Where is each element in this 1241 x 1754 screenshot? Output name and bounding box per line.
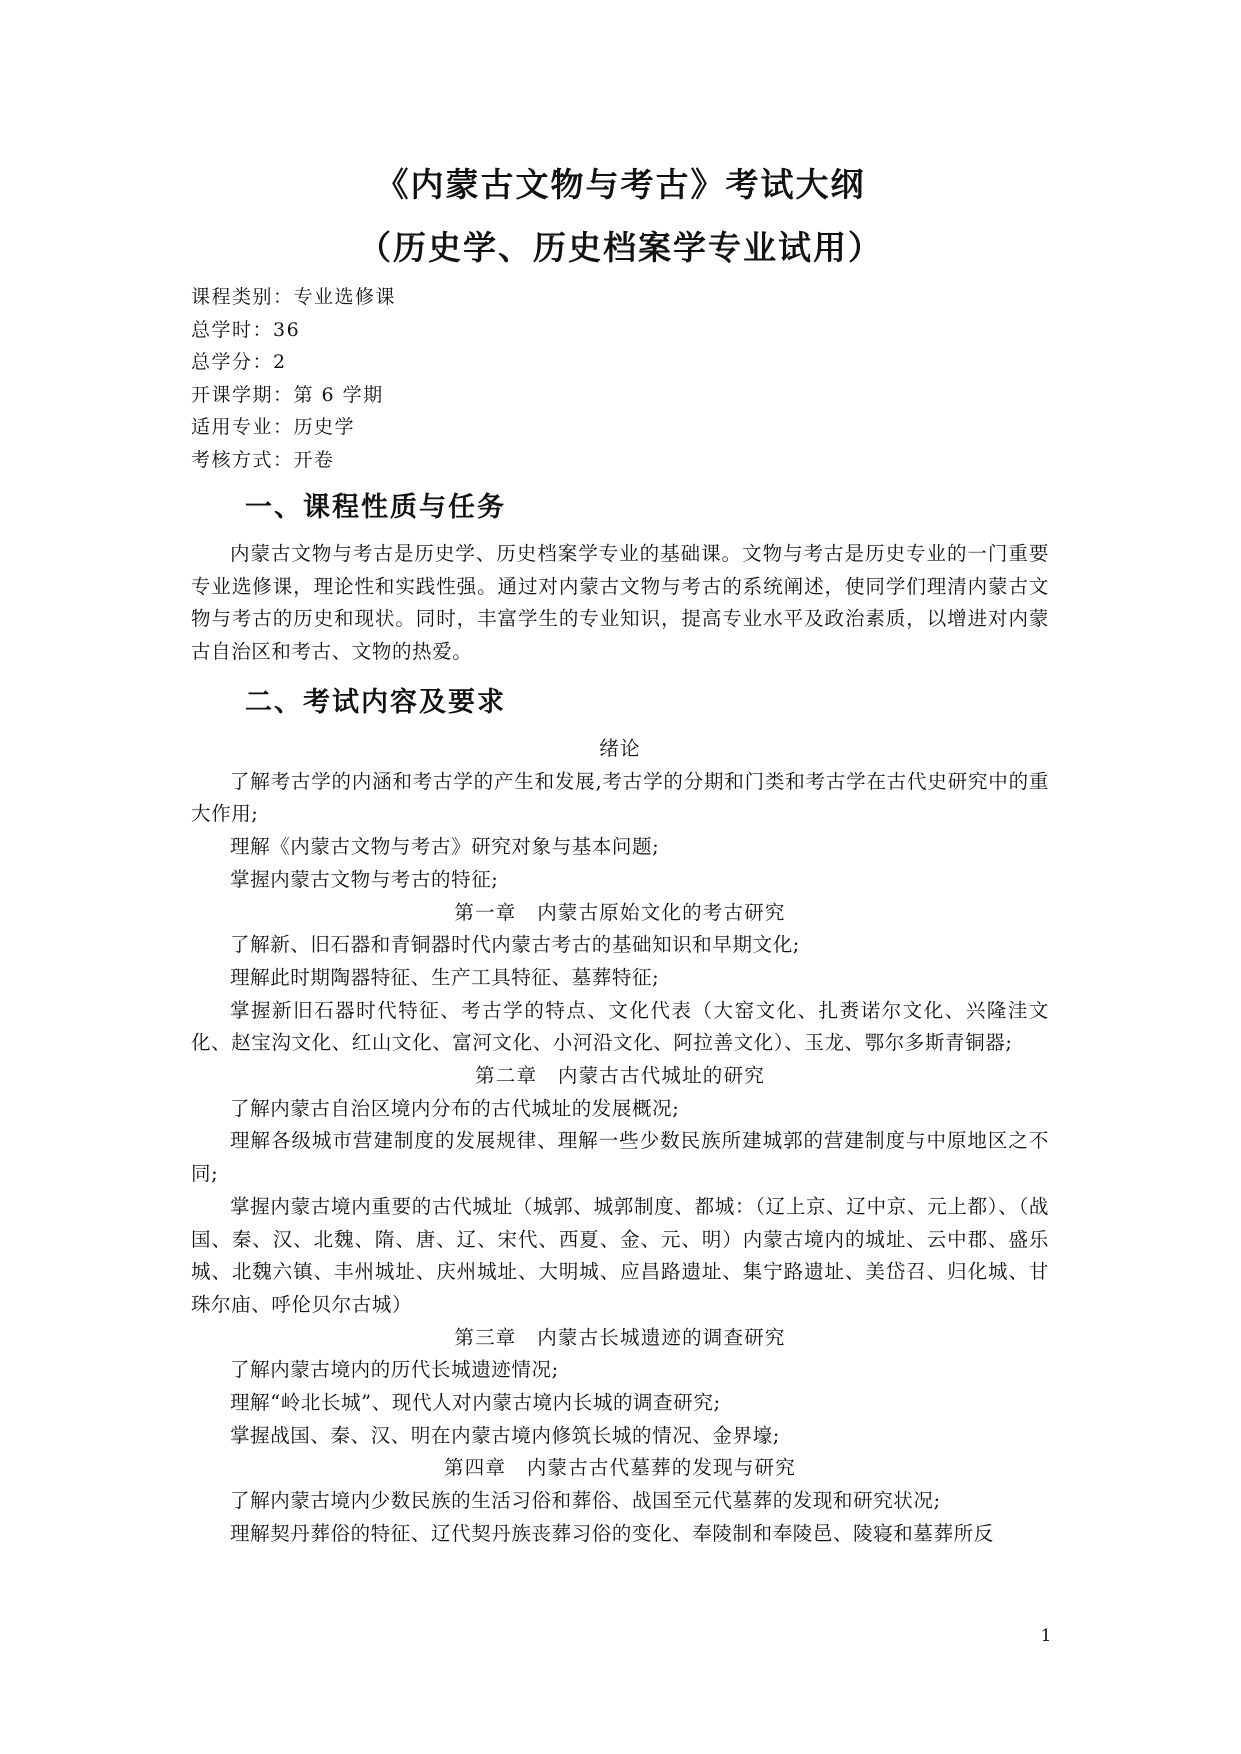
requirement-item: 理解各级城市营建制度的发展规律、理解一些少数民族所建城郭的营建制度与中原地区之不同; (191, 1129, 1049, 1186)
requirement-item: 了解内蒙古自治区境内分布的古代城址的发展概况; (230, 1096, 680, 1120)
section-heading-course-nature: 一、课程性质与任务 (245, 492, 506, 523)
applicable-major: 适用专业：历史学 (191, 416, 356, 438)
chapter-heading-1: 第一章 内蒙古原始文化的考古研究 (454, 900, 786, 924)
requirement-item: 了解内蒙古境内少数民族的生活习俗和葬俗、战国至元代墓葬的发现和研究状况; (230, 1489, 941, 1513)
requirement-item: 理解契丹葬俗的特征、辽代契丹族丧葬习俗的变化、奉陵制和奉陵邑、陵寝和墓葬所反 (230, 1521, 994, 1545)
total-hours: 总学时：36 (191, 318, 301, 341)
exam-content-outline (191, 733, 1049, 1551)
requirement-item: 了解新、旧石器和青铜器时代内蒙古考古的基础知识和早期文化; (230, 933, 800, 957)
course-nature-paragraph: 内蒙古文物与考古是历史学、历史档案学专业的基础课。文物与考古是历史专业的一门重要专业选修课，理论性和实践性强。通过对内蒙古文物与考古的系统阐述，使同学们理清内蒙古文物与考古的历史和现状。同时，丰富学生的专业知识，提高专业水平及政治素质，以增进对内蒙古自治区和考古、文物的热爱。 (191, 542, 1049, 664)
course-category: 课程类别：专业选修课 (191, 286, 397, 308)
document-subtitle: （历史学、历史档案学专业试用） (358, 228, 883, 267)
document-title: 《内蒙古文物与考古》考试大纲 (375, 165, 866, 204)
requirement-item: 掌握内蒙古境内重要的古代城址（城郭、城郭制度、都城：（辽上京、辽中京、元上都）、（战国、秦、汉、北魏、隋、唐、辽、宋代、西夏、金、元、明）内蒙古境内的城址、云中郡、盛乐城、北魏六镇、丰州城址、庆州城址、大明城、应昌路遗址、集宁路遗址、美岱召、归化城、甘珠尔庙、呼伦贝尔古城） (191, 1194, 1049, 1316)
requirement-item: 掌握新旧石器时代特征、考古学的特点、文化代表（大窑文化、扎赉诺尔文化、兴隆洼文化、赵宝沟文化、红山文化、富河文化、小河沿文化、阿拉善文化）、玉龙、鄂尔多斯青铜器; (191, 998, 1049, 1055)
requirement-item: 理解《内蒙古文物与考古》研究对象与基本问题; (230, 835, 660, 859)
requirement-item: 了解考古学的内涵和考古学的产生和发展,考古学的分期和门类和考古学在古代史研究中的重大作用; (191, 769, 1049, 826)
chapter-heading-4: 第四章 内蒙古古代墓葬的发现与研究 (444, 1456, 796, 1480)
requirement-item: 掌握战国、秦、汉、明在内蒙古境内修筑长城的情况、金界壕; (230, 1423, 780, 1447)
course-info-list (191, 281, 396, 476)
semester: 开课学期：第 6 学期 (191, 383, 384, 406)
chapter-heading-2: 第二章 内蒙古古代城址的研究 (475, 1064, 765, 1088)
requirement-item: 理解此时期陶器特征、生产工具特征、墓葬特征; (230, 965, 660, 989)
requirement-item: 理解“岭北长城”、现代人对内蒙古境内长城的调查研究; (230, 1391, 721, 1415)
page-number: 1 (1040, 1626, 1052, 1646)
assessment-method: 考核方式：开卷 (191, 448, 335, 471)
chapter-heading-3: 第三章 内蒙古长城遗迹的调查研究 (454, 1325, 786, 1349)
section-heading-exam-content: 二、考试内容及要求 (245, 687, 506, 718)
requirement-item: 掌握内蒙古文物与考古的特征; (230, 867, 499, 891)
requirement-item: 了解内蒙古境内的历代长城遗迹情况; (230, 1358, 559, 1382)
chapter-heading-introduction: 绪论 (599, 737, 641, 760)
total-credits: 总学分：2 (191, 351, 287, 373)
